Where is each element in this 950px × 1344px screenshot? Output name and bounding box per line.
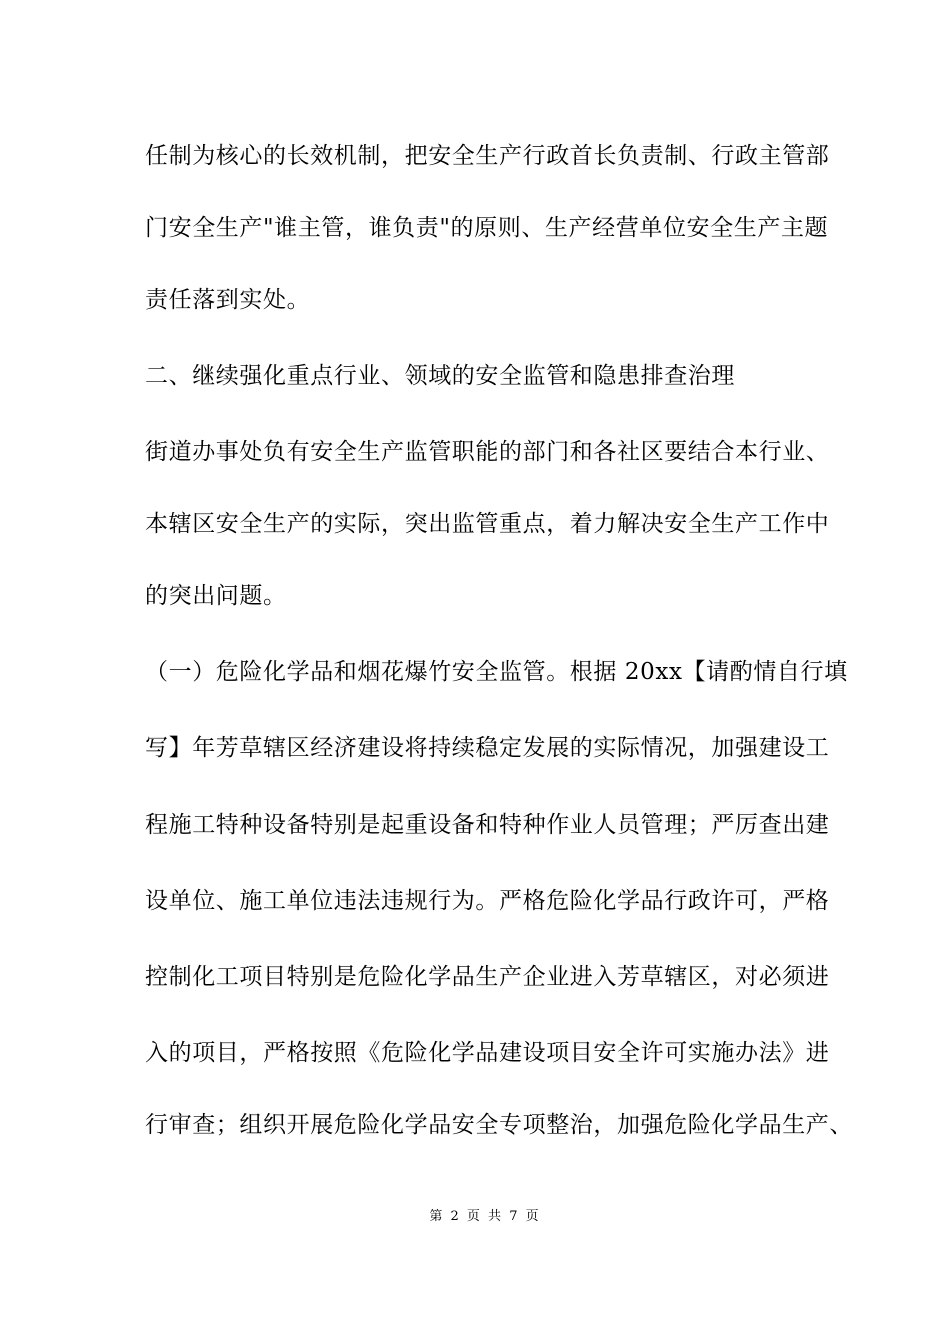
paragraph-line: 任制为核心的长效机制，把安全生产行政首长负责制、行政主管部 <box>145 143 830 169</box>
paragraph-line: 的突出问题。 <box>145 583 287 609</box>
paragraph-line: 设单位、施工单位违法违规行为。严格危险化学品行政许可，严格 <box>145 888 830 914</box>
paragraph-line: （一）危险化学品和烟花爆竹安全监管。根据 20xx【请酌情自行填 <box>145 659 848 685</box>
paragraph-line: 入的项目，严格按照《危险化学品建设项目安全许可实施办法》进 <box>145 1040 830 1066</box>
paragraph-line: 程施工特种设备特别是起重设备和特种作业人员管理；严厉查出建 <box>145 812 830 838</box>
page-number-footer: 第 2 页 共 7 页 <box>429 1209 541 1224</box>
section-heading: 二、继续强化重点行业、领域的安全监管和隐患排查治理 <box>145 363 735 389</box>
paragraph-line: 本辖区安全生产的实际，突出监管重点，着力解决安全生产工作中 <box>145 511 830 537</box>
paragraph-line: 街道办事处负有安全生产监管职能的部门和各社区要结合本行业、 <box>145 439 830 465</box>
paragraph-line: 门安全生产"谁主管，谁负责"的原则、生产经营单位安全生产主题 <box>145 215 829 241</box>
paragraph-line: 控制化工项目特别是危险化学品生产企业进入芳草辖区，对必须进 <box>145 964 830 990</box>
paragraph-line: 责任落到实处。 <box>145 287 311 313</box>
paragraph-line: 写】年芳草辖区经济建设将持续稳定发展的实际情况，加强建设工 <box>145 735 830 761</box>
paragraph-line: 行审查；组织开展危险化学品安全专项整治，加强危险化学品生产、 <box>145 1112 853 1138</box>
